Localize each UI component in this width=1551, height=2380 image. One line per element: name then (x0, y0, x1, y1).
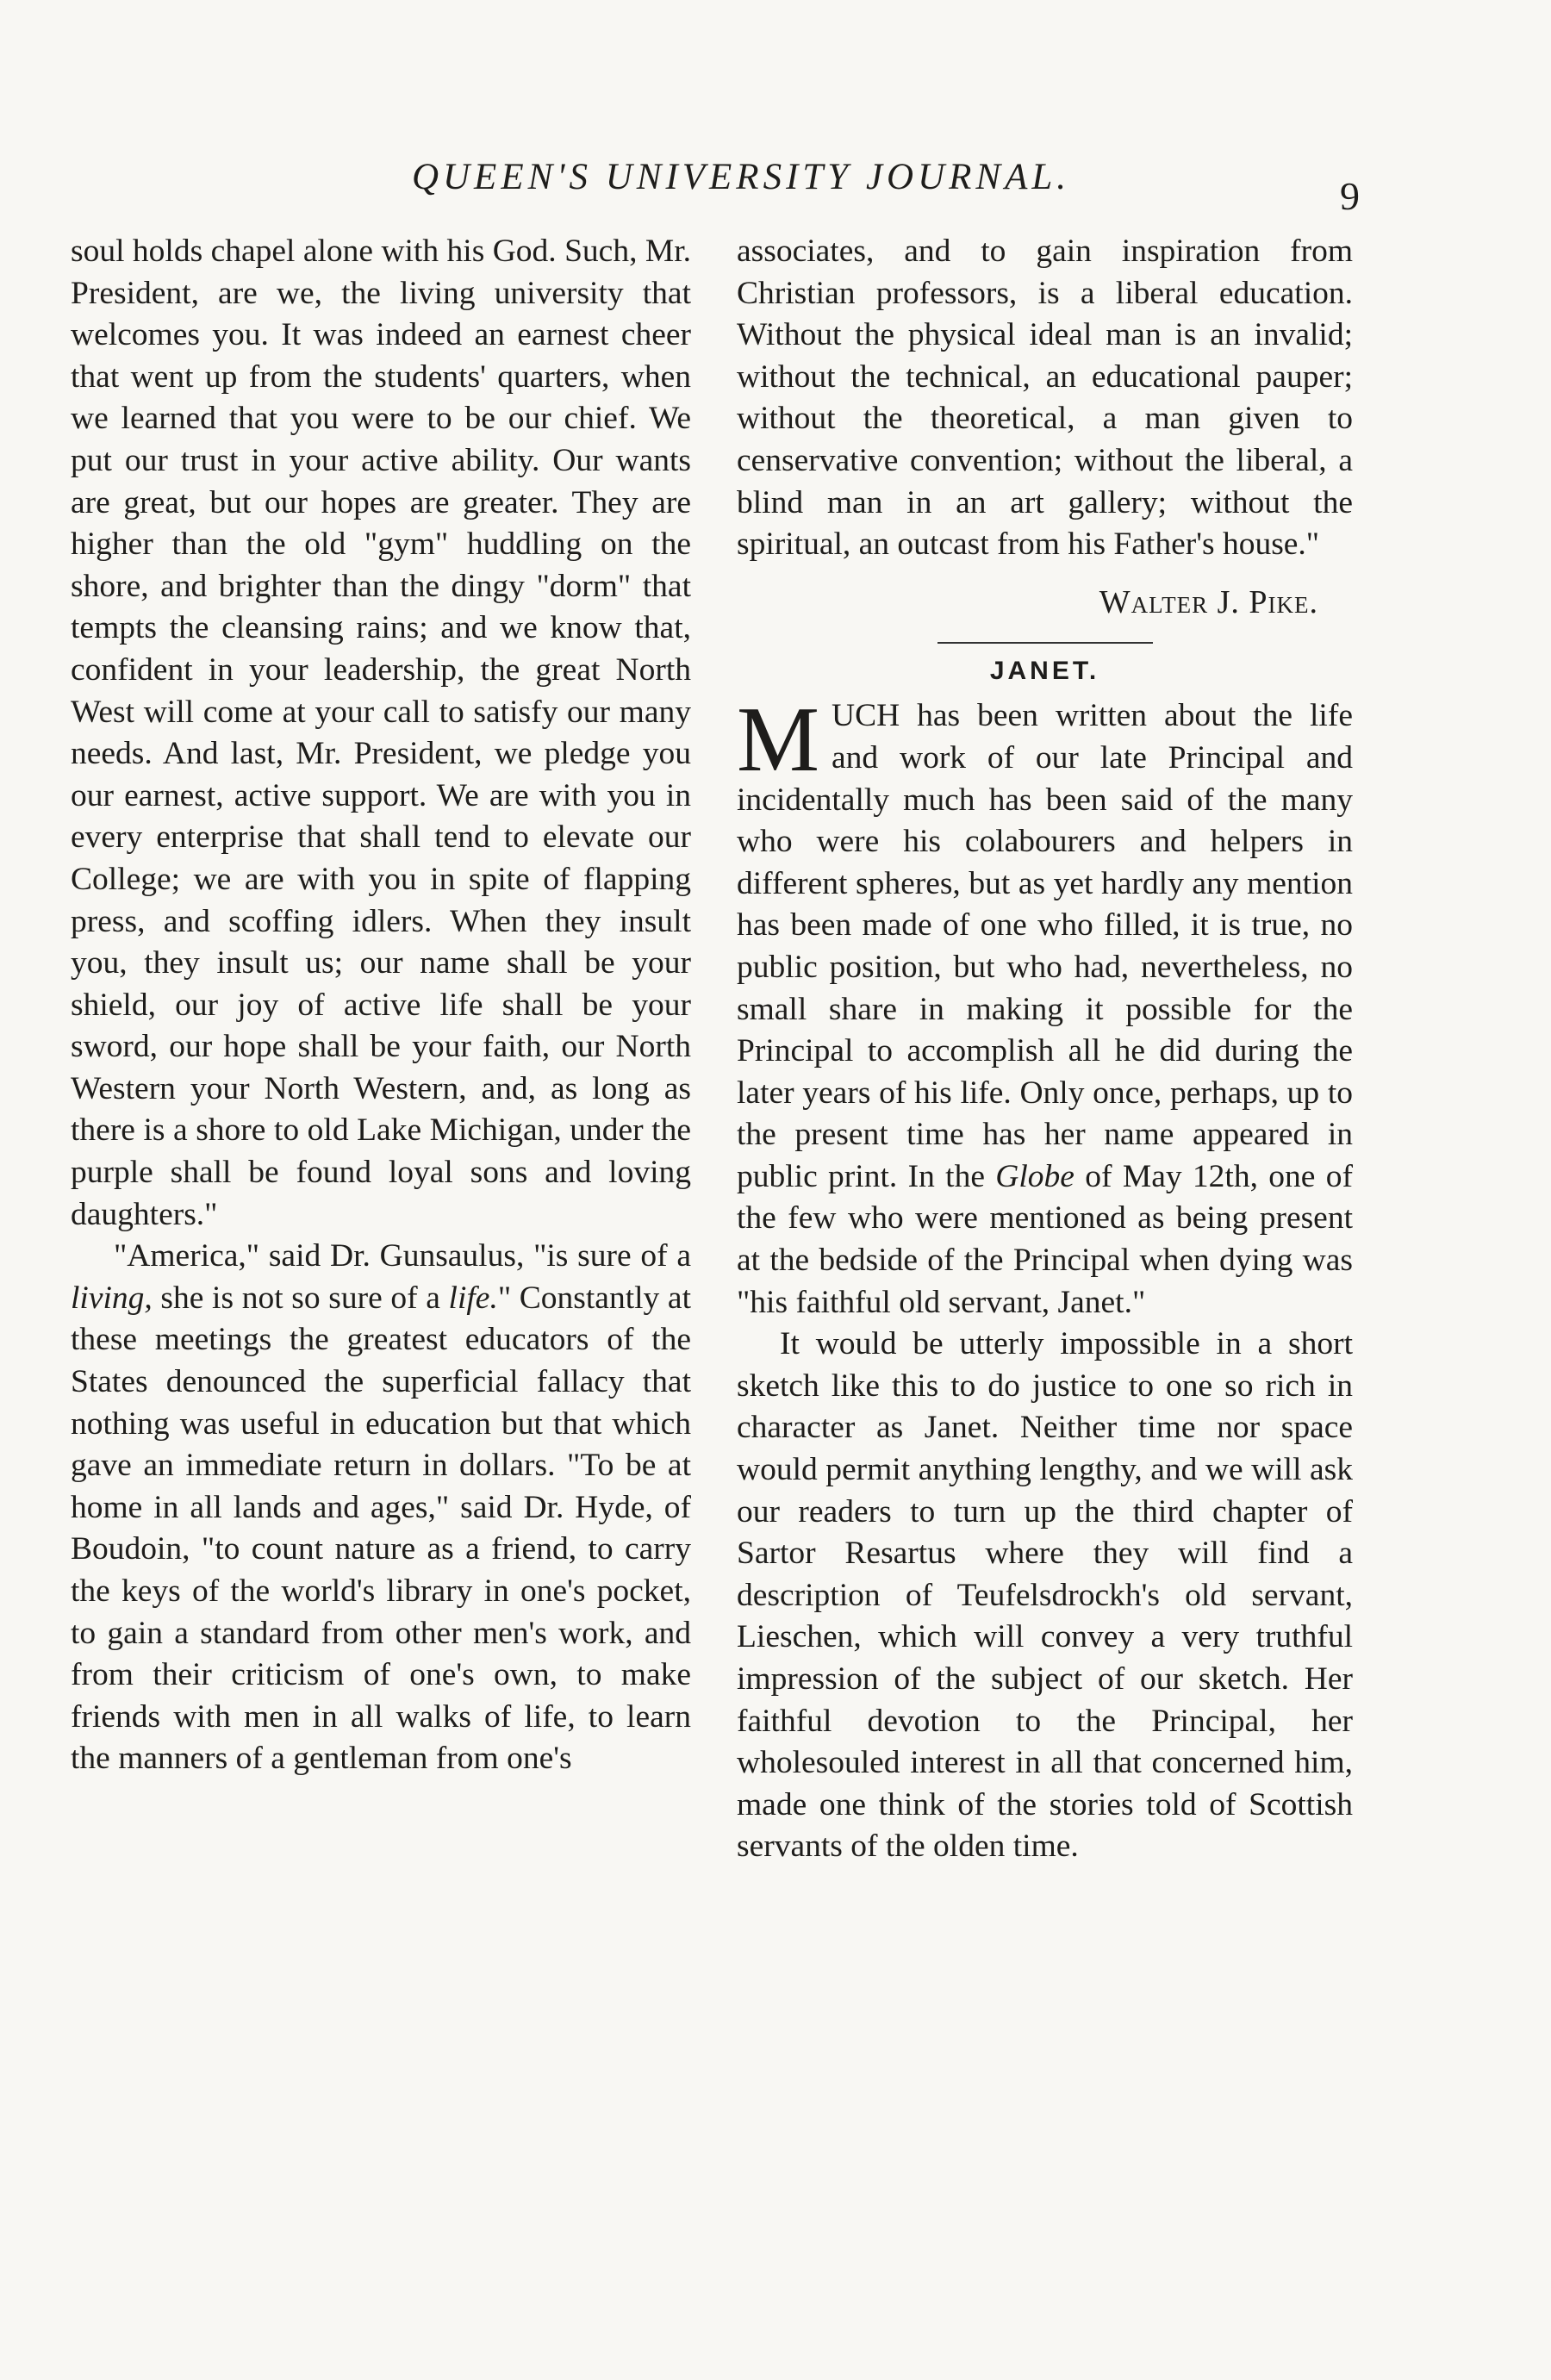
emphasis-life: life. (448, 1280, 498, 1316)
author-signature: Walter J. Pike. (1099, 583, 1318, 620)
text-run: "America," said Dr. Gunsaulus, "is sure of a (114, 1238, 691, 1274)
text-run: " Constantly at these meetings the greatest educators of the States denounced the superficial fallacy that nothing was useful in education but that which gave an immediate return in dollars. "To be at home in all lands and ages," said Dr. Hyde, of Boudoin, "to count nature as a friend, to carry the keys of the world's library in one's pocket, to gain a standard from other men's work, and from their criticism of one's own, to make friends with men in all walks of life, to learn the manners of a gentleman from one's (71, 1280, 691, 1777)
page-number: 9 (1340, 174, 1360, 218)
text-run: she is not so sure of a (152, 1280, 449, 1316)
right-column (737, 231, 1353, 1868)
text-run: UCH has been written about the life and work of our late Principal and incidentally much has been said of the many who were his colabourers and helpers in different spheres, but as yet hardly any mention has been made of one who filled, it is true, no public position, but who had, nevertheless, no small share in making it possible for the Principal to accomplish all he did during the later years of his life. Only once, perhaps, up to the present time has her name appeared in public print. In the (737, 698, 1353, 1194)
section-divider (937, 642, 1153, 644)
text-run: of May 12th, one of the few who were mentioned as being present at the bedside of the Principal when dying was "his faithful old servant, Janet." (737, 1158, 1353, 1320)
page-header (0, 152, 1551, 218)
paragraph-america (71, 1236, 691, 1780)
paragraph-janet-intro (737, 688, 1353, 1324)
emphasis-living: living, (71, 1280, 153, 1316)
paragraph-janet-character: It would be utterly impossible in a short sketch like this to do justice to one so rich in character as Janet. Neither time nor space would permit anything lengthy, and we will ask our readers to turn up the third chapter of Sartor Resartus where they will find a description of Teufelsdrockh's old servant, Lieschen, which will convey a very truthful impression of the subject of our sketch. Her faithful devotion to the Principal, her wholesouled interest in all that concerned him, made one think of the stories told of Scottish servants of the olden time. (737, 1326, 1353, 1865)
left-column (71, 231, 691, 1780)
running-title: QUEEN'S UNIVERSITY JOURNAL. (411, 157, 1071, 197)
paragraph-liberal-education: associates, and to gain inspiration from Christian professors, is a liberal education. Without the physical ideal man is an invalid; without the technical, an educational pauper; without the theoretical, a man given to censervative convention; without the liberal, a blind man in an art gallery; without the spiritual, an outcast from his Father's house." (737, 234, 1353, 563)
section-title: JANET. (989, 657, 1100, 686)
paragraph-speech-conclusion: soul holds chapel alone with his God. Such, Mr. President, are we, the living university that welcomes you. It was indeed an earnest cheer that went up from the students' quarters, when we learned that you were to be our chief. We put our trust in your active ability. Our wants are great, but our hopes are greater. They are higher than the old "gym" huddling on the shore, and brighter than the dingy "dorm" that tempts the cleansing rains; and we know that, confident in your leadership, the great North West will come at your call to satisfy our many needs. And last, Mr. President, we pledge you our earnest, active support. We are with you in every enterprise that shall tend to elevate our College; we are with you in spite of flapping press, and scoffing idlers. When they insult you, they insult us; our name shall be your shield, our joy of active life shall be your sword, our hope shall be your faith, our North Western your North Western, and, as long as there is a shore to old Lake Michigan, under the purple shall be found loyal sons and loving daughters." (71, 234, 691, 1232)
drop-cap: M (737, 688, 820, 792)
emphasis-globe: Globe (995, 1158, 1074, 1194)
